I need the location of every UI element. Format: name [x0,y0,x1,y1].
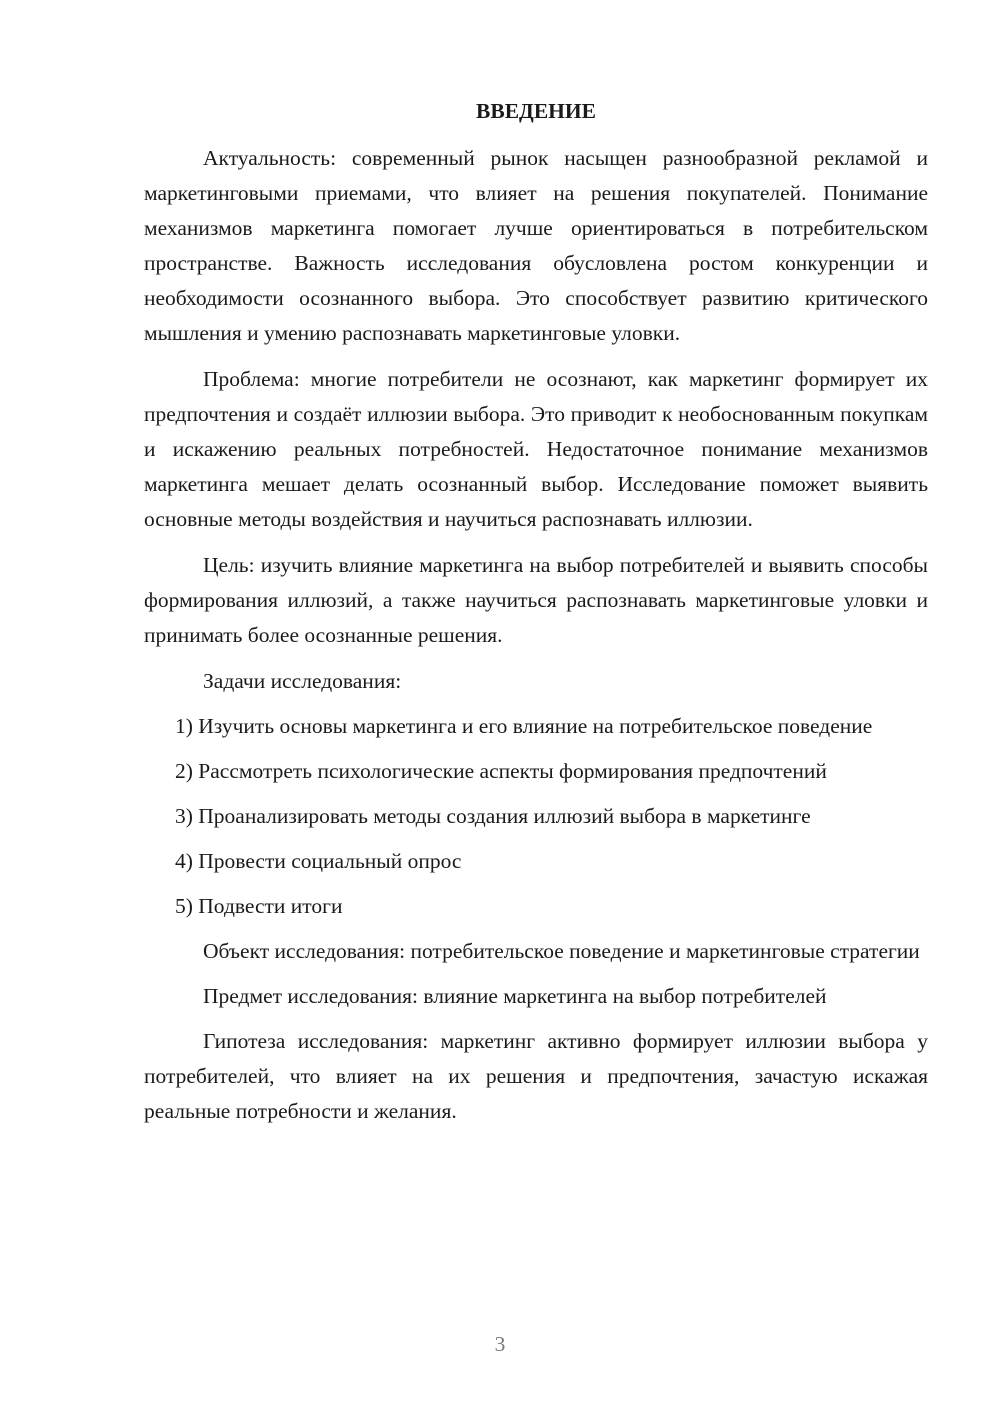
paragraph-goal: Цель: изучить влияние маркетинга на выбор потребителей и выявить способы формирования иллюзий, а также научиться распознавать маркетинговые уловки и принимать более осознанные решения. [144,553,928,647]
task-item: 2) Рассмотреть психологические аспекты формирования предпочтений [175,759,827,783]
page-title: ВВЕДЕНИЕ [476,99,596,123]
paragraph-hypothesis: Гипотеза исследования: маркетинг активно формирует иллюзии выбора у потребителей, что влияет на их решения и предпочтения, зачастую искажая реальные потребности и желания. [144,1029,928,1123]
paragraph-object: Объект исследования: потребительское поведение и маркетинговые стратегии [203,939,920,963]
task-item: 3) Проанализировать методы создания иллюзий выбора в маркетинге [175,804,811,828]
task-item: 4) Провести социальный опрос [175,849,462,873]
document-page [144,96,928,1140]
task-item: 1) Изучить основы маркетинга и его влияние на потребительское поведение [175,714,873,738]
paragraph-relevance: Актуальность: современный рынок насыщен разнообразной рекламой и маркетинговыми приемами, что влияет на решения покупателей. Понимание механизмов маркетинга помогает лучше ориентироваться в потребительском пространстве. Важность исследования обусловлена ростом конкуренции и необходимости осознанного выбора. Это способствует развитию критического мышления и умению распознавать маркетинговые уловки. [144,146,928,345]
tasks-heading: Задачи исследования: [203,669,402,693]
page-number: 3 [494,1332,506,1356]
paragraph-problem: Проблема: многие потребители не осознают, как маркетинг формирует их предпочтения и создаёт иллюзии выбора. Это приводит к необоснованным покупкам и искажению реальных потребностей. Недостаточное понимание механизмов маркетинга мешает делать осознанный выбор. Исследование поможет выявить основные методы воздействия и научиться распознавать иллюзии. [144,367,928,531]
task-item: 5) Подвести итоги [175,894,343,918]
paragraph-subject: Предмет исследования: влияние маркетинга на выбор потребителей [203,984,827,1008]
